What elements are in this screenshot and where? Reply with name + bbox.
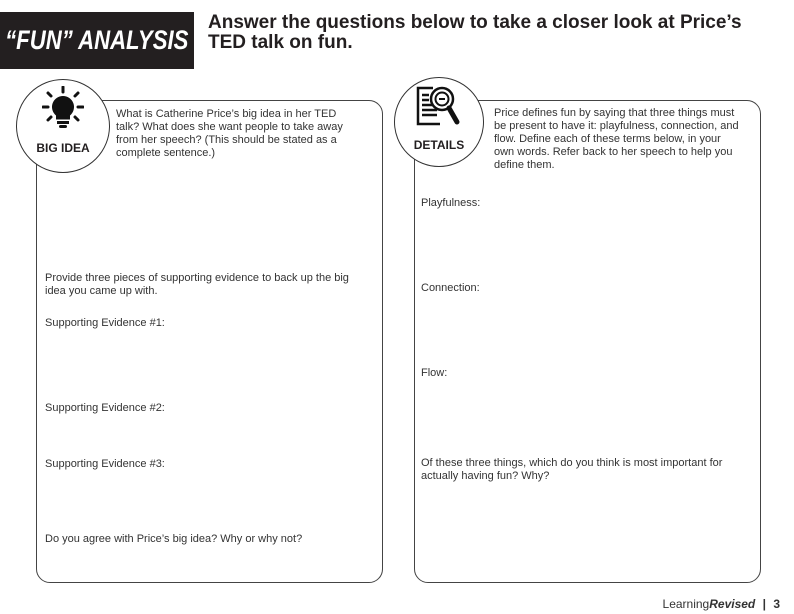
evidence-2-label: Supporting Evidence #2: xyxy=(45,402,165,414)
magnifier-document-icon xyxy=(415,84,461,132)
footer xyxy=(663,597,780,611)
term-playfulness: Playfulness: xyxy=(421,197,481,209)
evidence-3-label: Supporting Evidence #3: xyxy=(45,458,165,470)
details-prompt: Price defines fun by saying that three things must be present to have it: playfulness, connection, and flow. Define each of these terms below, in your own words. Refer back to her speech to help you define them. xyxy=(494,107,739,171)
worksheet-title-text: “FUN” ANALYSIS xyxy=(5,25,189,55)
term-flow: Flow: xyxy=(421,367,448,379)
agree-prompt: Do you agree with Price’s big idea? Why or why not? xyxy=(45,533,303,545)
details-panel xyxy=(414,100,761,583)
big-idea-prompt: What is Catherine Price’s big idea in her TED talk? What does she want people to take away from her speech? (This should be stated as a complete sentence.) xyxy=(116,108,343,159)
evidence-1-label: Supporting Evidence #1: xyxy=(45,317,165,329)
details-label: DETAILS xyxy=(413,138,465,152)
evidence-prompt: Provide three pieces of supporting evidence to back up the big idea you came up with. xyxy=(45,272,349,297)
big-idea-badge xyxy=(16,79,110,173)
big-idea-label: BIG IDEA xyxy=(36,141,90,155)
brand-plain: Learning xyxy=(662,597,710,611)
final-prompt: Of these three things, which do you think is most important for actually having fun? Why? xyxy=(421,457,723,482)
brand-bold: Revised xyxy=(709,597,756,611)
footer-separator: | xyxy=(762,597,766,611)
term-connection: Connection: xyxy=(421,282,480,294)
worksheet-subtitle: Answer the questions below to take a closer look at Price’s TED talk on fun. xyxy=(208,12,742,53)
worksheet-title xyxy=(0,12,194,69)
big-idea-panel xyxy=(36,100,383,583)
details-badge xyxy=(394,77,484,167)
page-number: 3 xyxy=(773,597,780,611)
lightbulb-icon xyxy=(42,86,84,130)
